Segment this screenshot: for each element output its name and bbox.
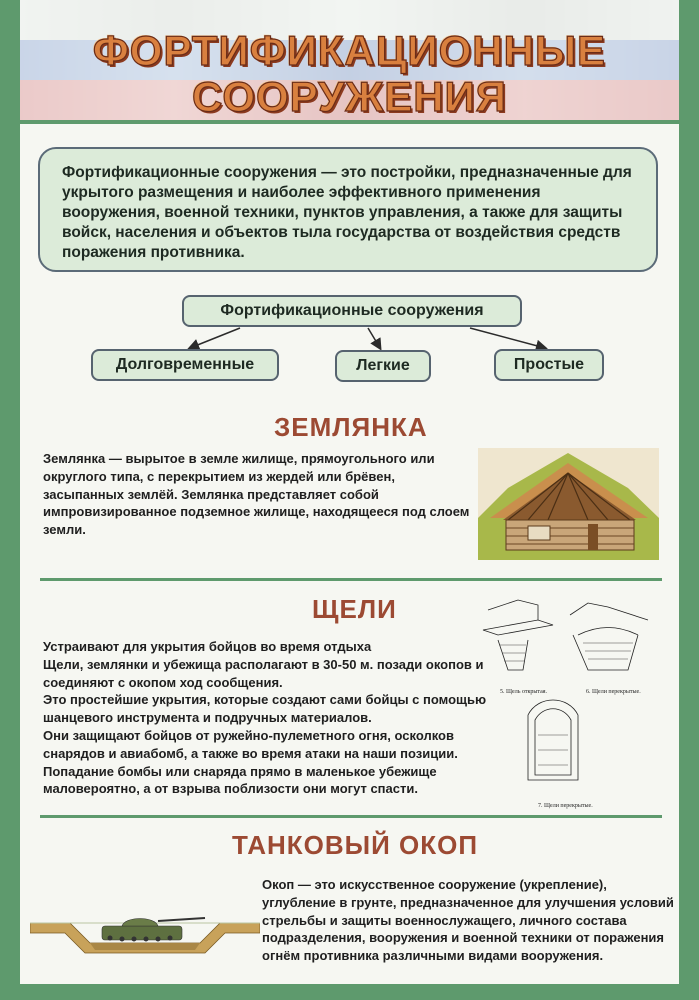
caption-slit-open: 5. Щель открытая. <box>500 689 548 695</box>
page-title-line2: СООРУЖЕНИЯ <box>192 73 507 120</box>
zemlyanka-text: Землянка — вырытое в земле жилище, прямоугольного или округлого типа, с перекрытием из жердей или брёвен, засыпанных землёй. Землянка представляет собой импровизированное подземное жилище, находящееся под слоем земли. <box>43 451 470 538</box>
classification-root: Фортификационные сооружения <box>182 295 522 327</box>
tank-text: Окоп — это искусственное сооружение (укрепление), углубление в грунте, предназначенное для улучшения условий стрельбы и защиты военнослужащего, личного состава подразделения, вооружения и военной техники от поражения огнём противника различными видами вооружения. <box>262 877 674 964</box>
tank-trench-illustration <box>30 888 260 968</box>
scheli-line-4: Они защищают бойцов от ружейно-пулеметного огня, осколков снарядов и авиабомб, а также во время атаки на наши позиции. Попадание бомбы или снаряда прямо в маленькое убежище маловероятно, а от взрыва поблизости они могут спасти. <box>43 727 458 797</box>
page-title-line1: ФОРТИФИКАЦИОННЫЕ <box>92 27 607 74</box>
caption-slit-covered-2: 7. Щели перекрытые. <box>538 803 593 809</box>
classification-type-light: Легкие <box>335 350 431 382</box>
dugout-illustration <box>478 448 659 560</box>
classification-type-simple: Простые <box>494 349 604 381</box>
divider-2 <box>40 815 662 818</box>
caption-slit-covered-1: 6. Щели перекрытые. <box>586 689 641 695</box>
scheli-text <box>43 638 488 798</box>
scheli-line-2: Щели, землянки и убежища располагают в 30-50 м. позади окопов и соединяют с окопом ход сообщения. <box>43 656 484 690</box>
section-title-tank: ТАНКОВЫЙ ОКОП <box>232 830 479 860</box>
definition-box: Фортификационные сооружения — это постройки, предназначенные для укрытого размещения и наиболее эффективного применения вооружения, военной техники, пунктов управления, а также для защиты войск, населения и объектов тыла государства от воздействия средств поражения противника. <box>38 147 658 272</box>
section-title-zemlyanka: ЗЕМЛЯНКА <box>274 412 428 442</box>
scheli-line-3: Это простейшие укрытия, которые создают сами бойцы с помощью шанцевого инструмента и подручных материалов. <box>43 692 487 726</box>
scheli-line-1: Устраивают для укрытия бойцов во время отдыха <box>43 639 372 654</box>
classification-type-permanent: Долговременные <box>91 349 279 381</box>
section-title-scheli: ЩЕЛИ <box>312 594 397 624</box>
slit-trench-illustrations <box>478 595 658 815</box>
divider-1 <box>40 578 662 581</box>
